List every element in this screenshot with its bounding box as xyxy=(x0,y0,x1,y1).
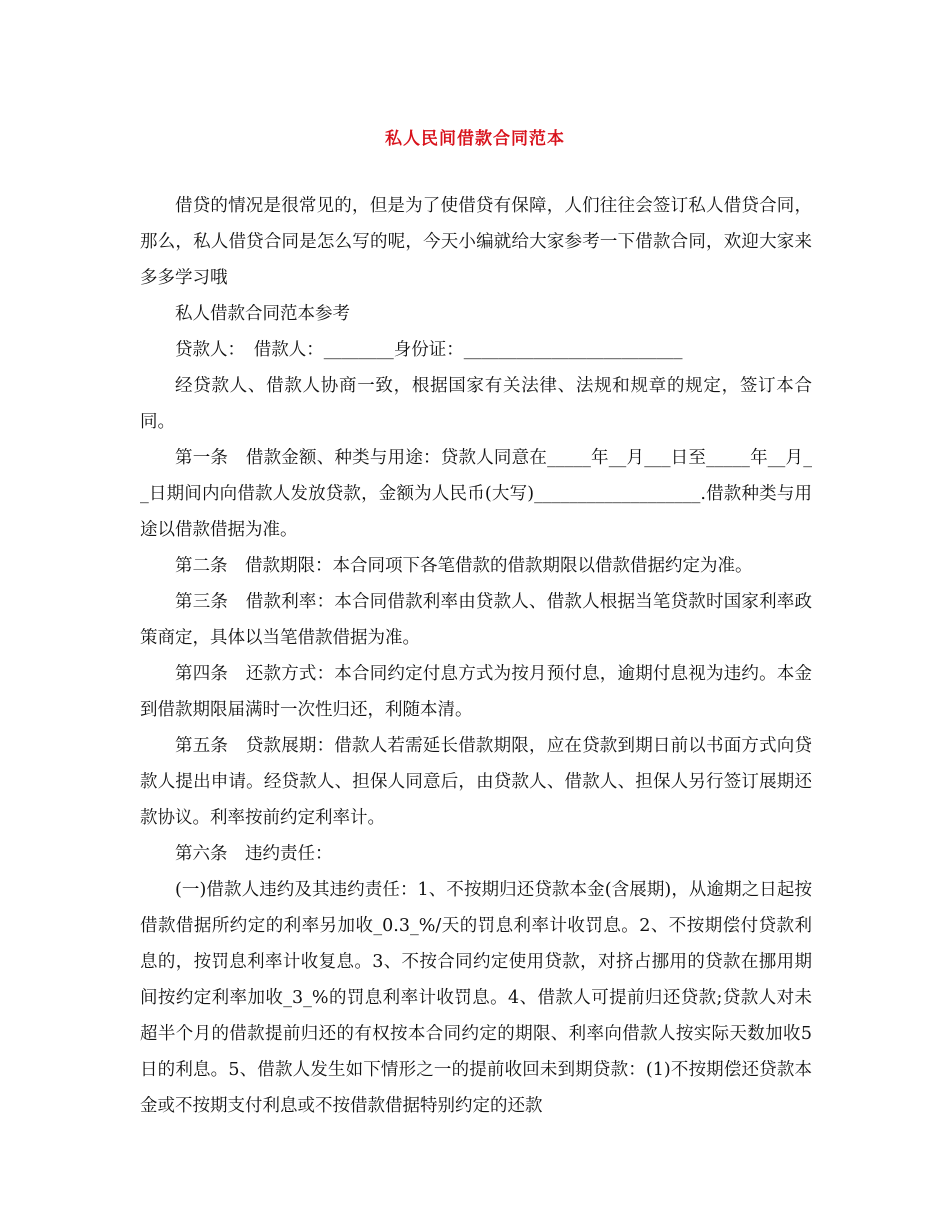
paragraph-article-6: 第六条 违约责任： xyxy=(175,844,333,864)
paragraph-liability: (一)借款人违约及其违约责任：1、不按期归还贷款本金(含展期)，从逾期之日起按借款借据所约定的利率另加收_0.3_%/天的罚息利率计收罚息。2、不按期偿付贷款利息的，按罚息利率计收复息。3、不按合同约定使用贷款，对挤占挪用的贷款在挪用期间按约定利率加收_3_%的罚息利率计收罚息。4、借款人可提前归还贷款;贷款人对未超半个月的借款提前归还的有权按本合同约定的期限、利率向借款人按实际天数加收5日的利息。5、借款人发生如下情形之一的提前收回未到期贷款：(1)不按期偿还贷款本金或不按期支付利息或不按借款借据特别约定的还款 xyxy=(140,880,812,1116)
paragraph-intro: 借贷的情况是很常见的，但是为了使借贷有保障，人们往往会签订私人借贷合同，那么，私人借贷合同是怎么写的呢，今天小编就给大家参考一下借款合同，欢迎大家来多多学习哦 xyxy=(140,196,812,288)
paragraph-article-2: 第二条 借款期限：本合同项下各笔借款的借款期限以借款借据约定为准。 xyxy=(175,556,753,576)
paragraph-heading: 私人借款合同范本参考 xyxy=(175,304,350,324)
paragraph-article-1: 第一条 借款金额、种类与用途：贷款人同意在_____年__月___日至_____年__月__日期间内向借款人发放贷款，金额为人民币(大写)___________________.借款种类与用途以借款借据为准。 xyxy=(140,448,812,540)
paragraph-article-5: 第五条 贷款展期：借款人若需延长借款期限，应在贷款到期日前以书面方式向贷款人提出申请。经贷款人、担保人同意后，由贷款人、借款人、担保人另行签订展期还款协议。利率按前约定利率计。 xyxy=(140,736,812,828)
paragraph-agreement: 经贷款人、借款人协商一致，根据国家有关法律、法规和规章的规定，签订本合同。 xyxy=(140,376,812,432)
paragraph-article-4: 第四条 还款方式：本合同约定付息方式为按月预付息，逾期付息视为违约。本金到借款期限届满时一次性归还，利随本清。 xyxy=(140,664,812,720)
document-body xyxy=(140,188,812,1124)
document-title: 私人民间借款合同范本 xyxy=(385,129,565,149)
paragraph-parties: 贷款人： 借款人：________身份证：_________________________ xyxy=(175,340,683,360)
paragraph-article-3: 第三条 借款利率：本合同借款利率由贷款人、借款人根据当笔贷款时国家利率政策商定，具体以当笔借款借据为准。 xyxy=(140,592,812,648)
